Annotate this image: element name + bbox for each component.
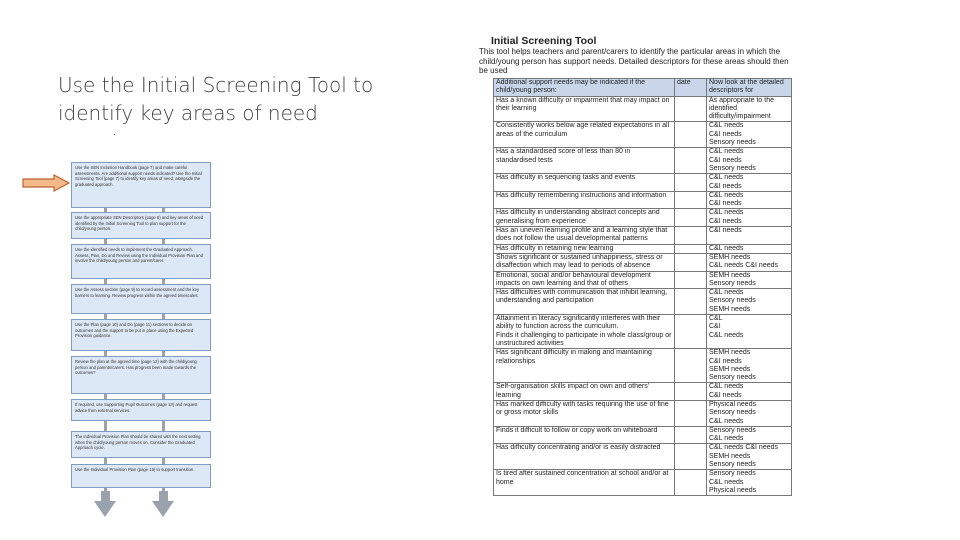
need-indicator-cell: Has difficulties with communication that inhibit learning, understanding and participation [494,289,675,315]
date-cell [675,122,707,148]
table-row [494,174,792,192]
graduated-approach-flowchart [68,159,216,525]
descriptor-area-cell: C&L needs C&I needs Sensory needs [707,148,792,174]
descriptor-area-cell: Sensory needs C&L needs [707,426,792,444]
flowchart-step-box: Use the identified needs to implement the Graduated Approach. Assess, Plan, Do and Review using the Individual Provision Plan and involve the child/young person and parent/carer. [71,244,211,279]
need-indicator-cell: Has difficulty concentrating and/or is easily distracted [494,444,675,470]
descriptor-area-cell: C&L needs C&I needs Sensory needs [707,122,792,148]
date-cell [675,227,707,245]
table-row [494,400,792,426]
date-cell [675,253,707,271]
need-indicator-cell: Self-organisation skills impact on own and others' learning [494,383,675,401]
table-row [494,349,792,383]
need-indicator-cell: Has difficulty in retaining new learning [494,244,675,253]
need-indicator-cell: Has a standardised score of less than 80 in standardised tests [494,148,675,174]
need-indicator-cell: Finds it difficult to follow or copy work on whiteboard [494,426,675,444]
descriptor-area-cell: C&L needs [707,244,792,253]
date-cell [675,174,707,192]
table-row [494,191,792,209]
table-row [494,244,792,253]
table-row [494,383,792,401]
need-indicator-cell: Has difficulty in understanding abstract concepts and generalising from experience [494,209,675,227]
need-indicator-cell: Is tired after sustained concentration at school and/or at home [494,470,675,496]
need-indicator-cell: Has difficulty remembering instructions and information [494,191,675,209]
table-row [494,426,792,444]
need-indicator-cell: Consistently works below age related expectations in all areas of the curriculum [494,122,675,148]
table-row [494,289,792,315]
table-row [494,96,792,122]
date-cell [675,400,707,426]
flowchart-step-box: Use the Individual Provision Plan (page 15) to support transition. [71,464,211,488]
date-cell [675,349,707,383]
date-cell [675,209,707,227]
descriptor-area-cell: C&L needs C&I needs [707,209,792,227]
descriptor-area-cell: C&L needs C&I needs [707,383,792,401]
table-row [494,444,792,470]
flowchart-step-box: Use the appropriate SEN Descriptors (page 8) and key areas of need identified by the Initial Screening Tool to plan support for the child/young person. [71,212,211,239]
table-row [494,227,792,245]
slide-heading: Use the Initial Screening Tool to identify key areas of need [58,73,374,125]
descriptor-area-cell: As appropriate to the identified difficulty/impairment [707,96,792,122]
descriptor-area-cell: C&I needs [707,227,792,245]
table-row [494,315,792,349]
column-header: Additional support needs may be indicated if the child/young person: [494,79,675,97]
screening-table [493,78,792,496]
date-cell [675,444,707,470]
date-cell [675,426,707,444]
need-indicator-cell: Has significant difficulty in making and maintaining relationships [494,349,675,383]
date-cell [675,244,707,253]
down-arrow-icon [94,501,116,517]
need-indicator-cell: Has difficulty in sequencing tasks and events [494,174,675,192]
descriptor-area-cell: Sensory needs C&L needs Physical needs [707,470,792,496]
table-row [494,253,792,271]
document-title: Initial Screening Tool [491,35,597,47]
need-indicator-cell: Emotional, social and/or behavioural development impacts on own learning and that of others [494,271,675,289]
column-header: date [675,79,707,97]
descriptor-area-cell: C&L C&I C&L needs [707,315,792,349]
date-cell [675,289,707,315]
need-indicator-cell: Has a known difficulty or impairment that may impact on their learning [494,96,675,122]
descriptor-area-cell: SEMH needs C&L needs C&I needs [707,253,792,271]
descriptor-area-cell: Physical needs Sensory needs C&L needs [707,400,792,426]
date-cell [675,191,707,209]
date-cell [675,315,707,349]
flowchart-step-box: The Individual Provision Plan should be shared with the next setting when the child/young person moves on. Consider the Graduated Approach cycle. [71,431,211,458]
table-row [494,122,792,148]
descriptor-area-cell: C&L needs Sensory needs SEMH needs [707,289,792,315]
table-row [494,209,792,227]
down-arrow-icon [152,501,174,517]
flowchart-step-box: Use the SEN Inclusion Handbook (page 7) and make careful assessments. Are additional support needs indicated? Use the Initial Screening Tool (page 7) to identify key areas of need, alongside the graduated approach. [71,162,211,208]
need-indicator-cell: Has an uneven learning profile and a learning style that does not follow the usual developmental patterns [494,227,675,245]
date-cell [675,383,707,401]
column-header: Now look at the detailed descriptors for [707,79,792,97]
need-indicator-cell: Attainment in literacy significantly interferes with their ability to function across the curriculum. Finds it challenging to participate in whole class/group or unstructured activities [494,315,675,349]
table-row [494,470,792,496]
table-row [494,271,792,289]
flowchart-step-box: Review the plan at the agreed time (page 12) with the child/young person and parents/carers. Has progress been made towards the outcomes? [71,356,211,394]
flowchart-step-box: If required, use Supporting Pupil Outcomes (page 13) and request advice from external services. [71,399,211,421]
descriptor-area-cell: C&L needs C&I needs [707,174,792,192]
date-cell [675,271,707,289]
flowchart-step-box: Use the Assess section (page 9) to record assessment and the key barriers to learning. Review progress within the agreed timescales. [71,284,211,314]
document-intro: This tool helps teachers and parent/carers to identify the particular areas in which the child/young person has support needs. Detailed descriptors for these areas should then be used [479,47,789,75]
descriptor-area-cell: C&L needs C&I needs SEMH needs Sensory needs [707,444,792,470]
date-cell [675,470,707,496]
table-header-row [494,79,792,97]
descriptor-area-cell: SEMH needs C&I needs SEMH needs Sensory needs [707,349,792,383]
need-indicator-cell: Shows significant or sustained unhappiness, stress or disaffection which may lead to periods of absence [494,253,675,271]
descriptor-area-cell: SEMH needs Sensory needs [707,271,792,289]
table-row [494,148,792,174]
date-cell [675,148,707,174]
flowchart-step-box: Use the Plan (page 10) and Do (page 11) sections to decide on outcomes and the support to be put in place using the Expected Provision guidance. [71,319,211,351]
descriptor-area-cell: C&L needs C&I needs [707,191,792,209]
stray-dot: . [113,127,116,138]
need-indicator-cell: Has marked difficulty with tasks requiring the use of fine or gross motor skills [494,400,675,426]
date-cell [675,96,707,122]
pointer-arrow-icon [22,174,70,192]
